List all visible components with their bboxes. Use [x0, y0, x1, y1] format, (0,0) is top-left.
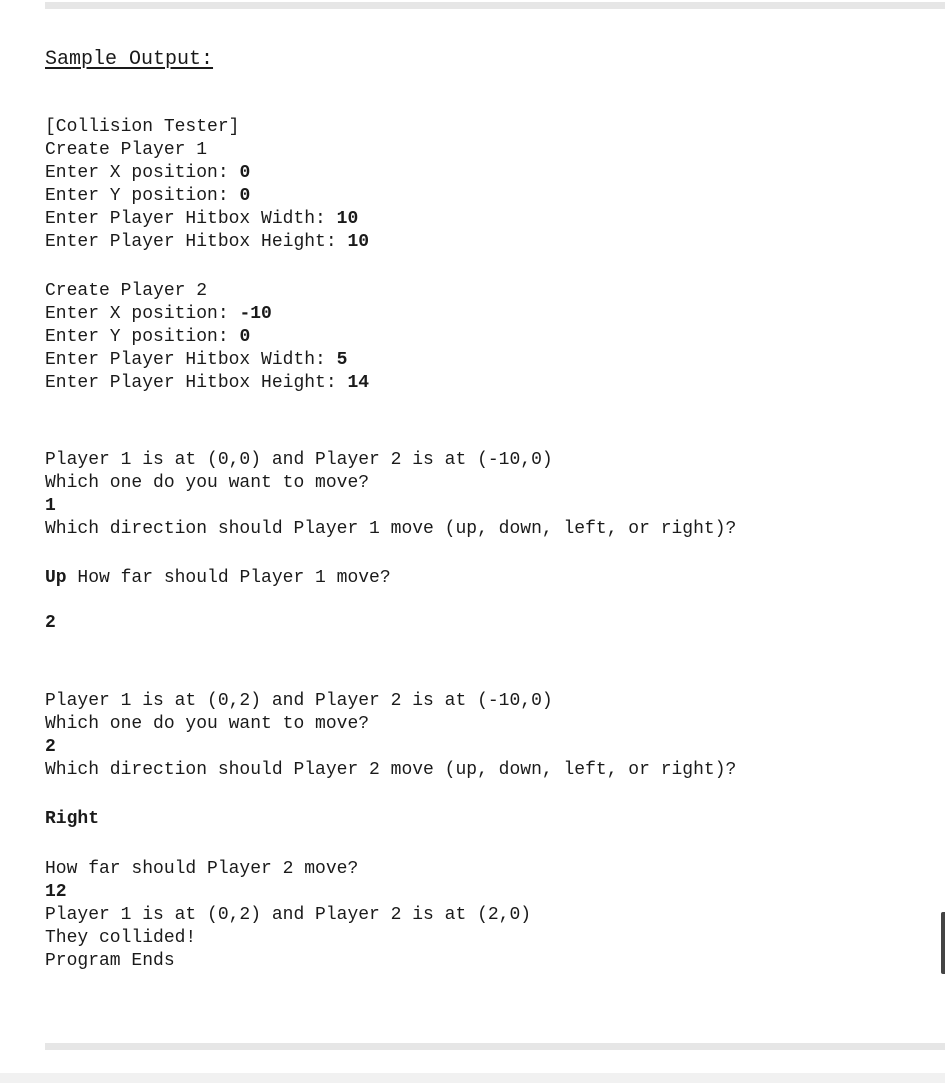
round2-direction-prompt: Which direction should Player 2 move (up, down, left, or right)? [45, 760, 737, 780]
player2-height-input: 14 [347, 373, 370, 393]
round1-direction-line [45, 567, 391, 590]
player1-height-line [45, 231, 369, 254]
collision-message: They collided! [45, 928, 197, 948]
end-message: Program Ends [45, 951, 175, 971]
round1-status: Player 1 is at (0,0) and Player 2 is at (-10,0) [45, 450, 553, 470]
round1-distance-input: 2 [45, 613, 56, 633]
player2-width-input: 5 [336, 350, 348, 370]
player2-y-line [45, 326, 250, 349]
x-prompt: Enter X position: [45, 163, 240, 183]
player2-x-input: -10 [239, 304, 272, 324]
player1-x-input: 0 [239, 163, 251, 183]
round1-which-prompt: Which one do you want to move? [45, 473, 370, 493]
width-prompt: Enter Player Hitbox Width: [45, 209, 337, 229]
sample-output-heading: Sample Output: [45, 48, 214, 71]
player1-y-line [45, 185, 250, 208]
player1-width-line [45, 208, 358, 231]
round2-which-prompt: Which one do you want to move? [45, 714, 370, 734]
top-divider [45, 2, 945, 9]
player2-width-line [45, 349, 347, 372]
player2-x-line [45, 303, 272, 326]
round1-which-input: 1 [45, 496, 56, 516]
player2-height-line [45, 372, 369, 395]
width-prompt: Enter Player Hitbox Width: [45, 350, 337, 370]
round2-direction-input: Right [45, 809, 100, 829]
y-prompt: Enter Y position: [45, 327, 240, 347]
height-prompt: Enter Player Hitbox Height: [45, 373, 348, 393]
round1-direction-prompt: Which direction should Player 1 move (up, down, left, or right)? [45, 519, 737, 539]
round2-distance-input: 12 [45, 882, 67, 902]
round1-distance-prompt: How far should Player 1 move? [66, 568, 391, 588]
scrollbar-thumb[interactable] [941, 912, 945, 974]
player1-height-input: 10 [347, 232, 370, 252]
player2-y-input: 0 [239, 327, 251, 347]
bottom-divider [45, 1043, 945, 1050]
player1-header: Create Player 1 [45, 140, 208, 160]
height-prompt: Enter Player Hitbox Height: [45, 232, 348, 252]
final-status: Player 1 is at (0,2) and Player 2 is at (2,0) [45, 905, 532, 925]
player1-y-input: 0 [239, 186, 251, 206]
round2-distance-prompt: How far should Player 2 move? [45, 859, 359, 879]
player1-width-input: 10 [336, 209, 359, 229]
x-prompt: Enter X position: [45, 304, 240, 324]
round1-direction-input: Up [45, 568, 67, 588]
program-title: [Collision Tester] [45, 117, 240, 137]
y-prompt: Enter Y position: [45, 186, 240, 206]
player1-x-line [45, 162, 250, 185]
round2-which-input: 2 [45, 737, 56, 757]
round2-status: Player 1 is at (0,2) and Player 2 is at (-10,0) [45, 691, 553, 711]
player2-header: Create Player 2 [45, 281, 208, 301]
page-footer-shade [0, 1073, 945, 1083]
